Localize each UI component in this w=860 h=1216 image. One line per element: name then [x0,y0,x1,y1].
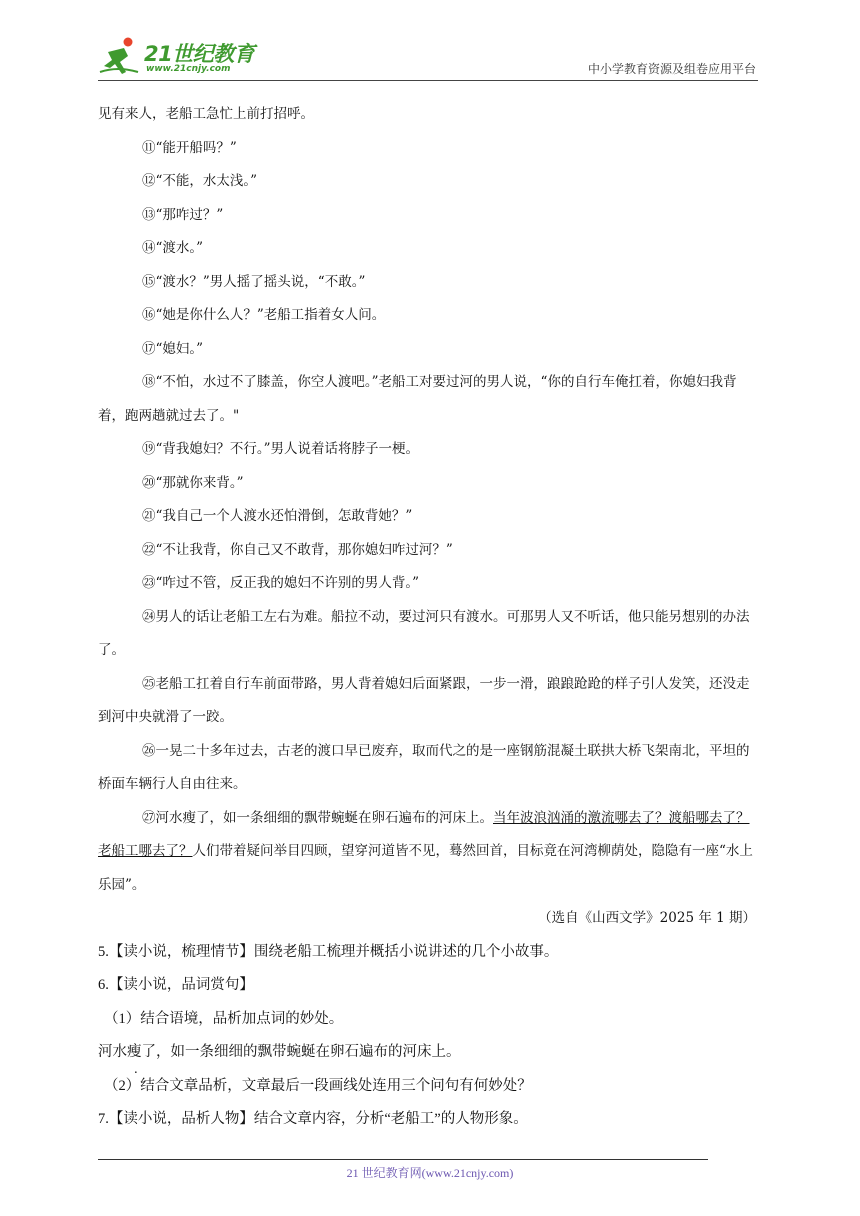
document-body [98,98,762,1137]
story-paragraph: ㉑“我自己一个人渡水还怕滑倒，怎敢背她？” [142,508,413,524]
story-paragraph: ⑱“不怕，水过不了膝盖，你空人渡吧。”老船工对要过河的男人说，“你的自行车俺扛着，你媳妇我背着，跑两趟就过去了。" [98,374,737,424]
page-footer: 21 世纪教育网(www.21cnjy.com) [346,1166,514,1180]
dotted-word: 瘦 [127,1044,142,1060]
story-paragraph: ㉓“咋过不管，反正我的媳妇不许别的男人背。” [142,575,420,591]
question-6-1-sentence [98,1036,762,1070]
question-7: 7.【读小说，品析人物】结合文章内容，分析“老船工”的人物形象。 [98,1111,528,1127]
page-header [98,34,758,81]
story-paragraph: ⑮“渡水？”男人摇了摇头说，“不敢。” [142,273,366,290]
platform-title: 中小学教育资源及组卷应用平台 [587,62,756,76]
running-man-icon [98,36,142,76]
story-paragraph: ⑯“她是你什么人？”老船工指着女人问。 [142,307,386,323]
question-6-2: （2）结合文章品析，文章最后一段画线处连用三个问句有何妙处？ [104,1077,532,1094]
question-5: 5.【读小说，梳理情节】围绕老船工梳理并概括小说讲述的几个小故事。 [98,943,559,960]
story-paragraph: ㉒“不让我背，你自己又不敢背，那你媳妇咋过河？” [142,541,453,558]
story-paragraph: ⑲“背我媳妇？不行。”男人说着话将脖子一梗。 [142,441,420,457]
final-text-a: ㉗河水瘦了，如一条细细的飘带蜿蜒在卵石遍布的河床上。 [142,809,493,826]
source-citation: （选自《山西文学》2025 年 1 期） [538,910,756,926]
story-paragraph: ⑰“媳妇。” [142,340,204,357]
logo-text: 21世纪教育 [144,42,255,66]
story-paragraph: ㉕老船工扛着自行车前面带路，男人背着媳妇后面紧跟，一步一滑，踉踉跄跄的样子引人发笑，还没走到河中央就滑了一跤。 [98,675,750,725]
underlined-questions: 当年波浪汹涌的激流哪去了？渡船哪去了？老船工哪去了？ [98,809,750,859]
story-paragraph: ⑭“渡水。” [142,240,204,256]
question-6: 6.【读小说，品词赏句】 [98,977,254,993]
site-logo [98,34,268,78]
question-6-1: （1）结合语境，品析加点词的妙处。 [104,1010,344,1027]
story-paragraph: ㉔男人的话让老船工左右为难。船拉不动，要过河只有渡水。可那男人又不听话，他只能另想别的办法了。 [98,608,750,658]
logo-url: www.21cnjy.com [146,64,231,74]
story-paragraph: ⑬“那咋过？” [142,206,224,223]
footer-divider [98,1159,708,1160]
sentence-part: 河水 [98,1044,127,1060]
final-text-b: 人们带着疑问举目四顾，望穿河道皆不见，蓦然回首，目标竟在河湾柳荫处，隐隐有一座“水上乐园”。 [98,843,753,893]
story-paragraph-final [98,802,762,903]
story-paragraph: ⑫“不能，水太浅。” [142,173,258,189]
story-paragraph: ⑳“那就你来背。” [142,474,244,491]
story-paragraph: 见有来人，老船工急忙上前打招呼。 [98,106,314,122]
story-paragraph: ⑪“能开船吗？” [142,139,237,156]
sentence-part: 了，如一条细细的飘带蜿蜒在卵石遍布的河床上。 [141,1044,461,1060]
story-paragraph: ㉖一晃二十多年过去，古老的渡口早已废弃，取而代之的是一座钢筋混凝土联拱大桥飞架南北，平坦的桥面车辆行人自由往来。 [98,742,750,792]
